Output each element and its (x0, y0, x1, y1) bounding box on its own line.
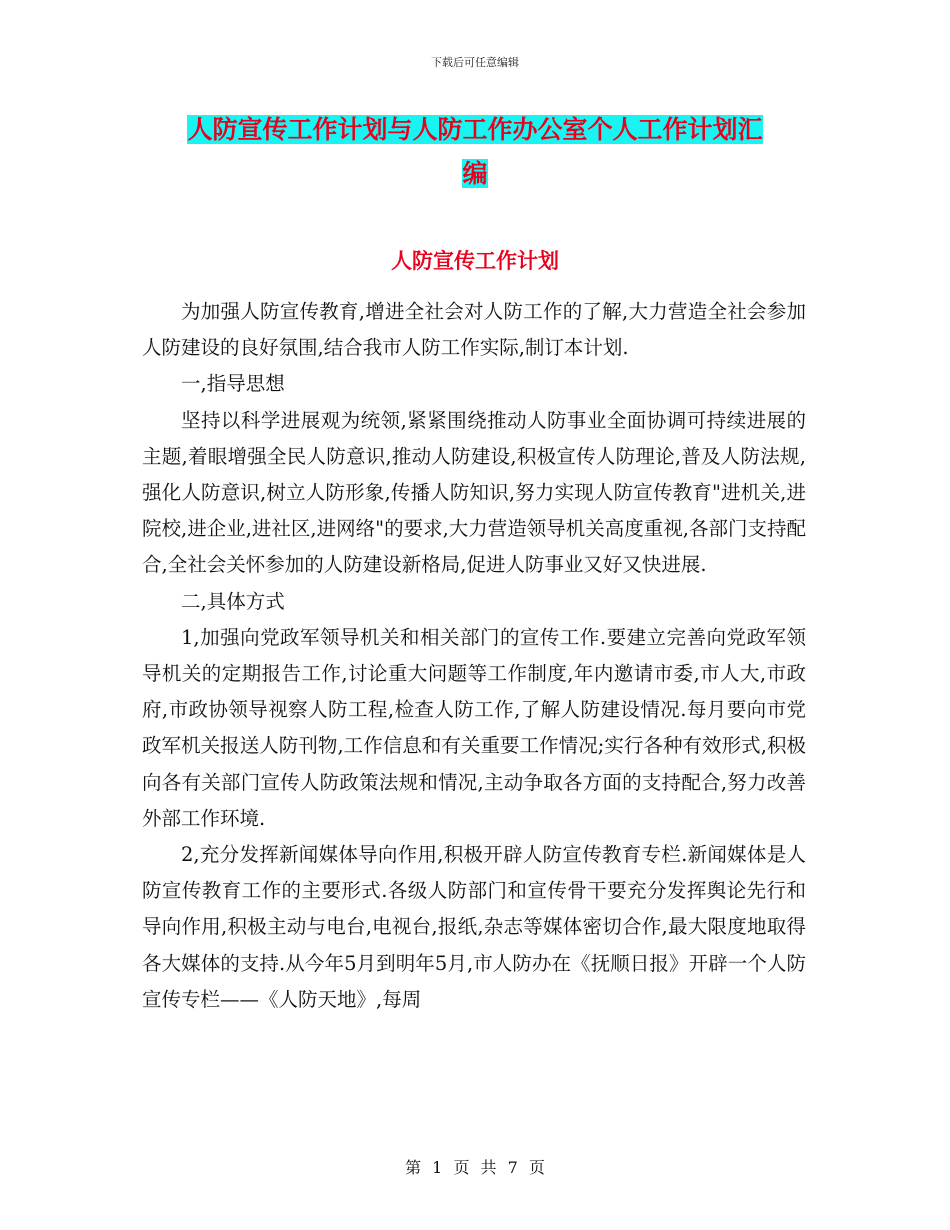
page-footer: 第 1 页 共 7 页 (405, 1158, 545, 1177)
heading-guiding-ideology: 一,指导思想 (181, 372, 285, 396)
title-highlight-line2: 编 (462, 159, 488, 188)
document-title-line1 (150, 108, 800, 152)
paragraph-method-1: 1,加强向党政军领导机关和相关部门的宣传工作.要建立完善向党政军领导机关的定期报告工作,讨论重大问题等工作制度,年内邀请市委,市人大,市政府,市政协领导视察人防工程,检查人防工作,了解人防建设情况.每月要向市党政军机关报送人防刊物,工作信息和有关重要工作情况;实行各种有效形式,积极向各有关部门宣传人防政策法规和情况,主动争取各方面的支持配合,努力改善外部工作环境. (142, 625, 806, 830)
body-text (142, 294, 806, 1018)
paragraph-method-2: 2,充分发挥新闻媒体导向作用,积极开辟人防宣传教育专栏.新闻媒体是人防宣传教育工作的主要形式.各级人防部门和宣传骨干要充分发挥舆论先行和导向作用,积极主动与电台,电视台,报纸,杂志等媒体密切合作,最大限度地取得各大媒体的支持.从今年5月到明年5月,市人防办在《抚顺日报》开辟一个人防宣传专栏——《人防天地》,每周 (142, 843, 806, 1011)
heading-specific-methods: 二,具体方式 (181, 589, 285, 613)
paragraph-intro: 为加强人防宣传教育,增进全社会对人防工作的了解,大力营造全社会参加人防建设的良好氛围,结合我市人防工作实际,制订本计划. (142, 300, 806, 360)
header-note: 下载后可任意编辑 (431, 56, 519, 69)
paragraph-guiding-ideology: 坚持以科学进展观为统领,紧紧围绕推动人防事业全面协调可持续进展的主题,着眼增强全民人防意识,推动人防建设,积极宣传人防理论,普及人防法规,强化人防意识,树立人防形象,传播人防知识,努力实现人防宣传教育"进机关,进院校,进企业,进社区,进网络"的要求,大力营造领导机关高度重视,各部门支持配合,全社会关怀参加的人防建设新格局,促进人防事业又好又快进展. (142, 408, 806, 577)
document-title-line2 (150, 152, 800, 196)
section-title: 人防宣传工作计划 (391, 249, 559, 273)
title-highlight-line1: 人防宣传工作计划与人防工作办公室个人工作计划汇 (187, 115, 763, 144)
